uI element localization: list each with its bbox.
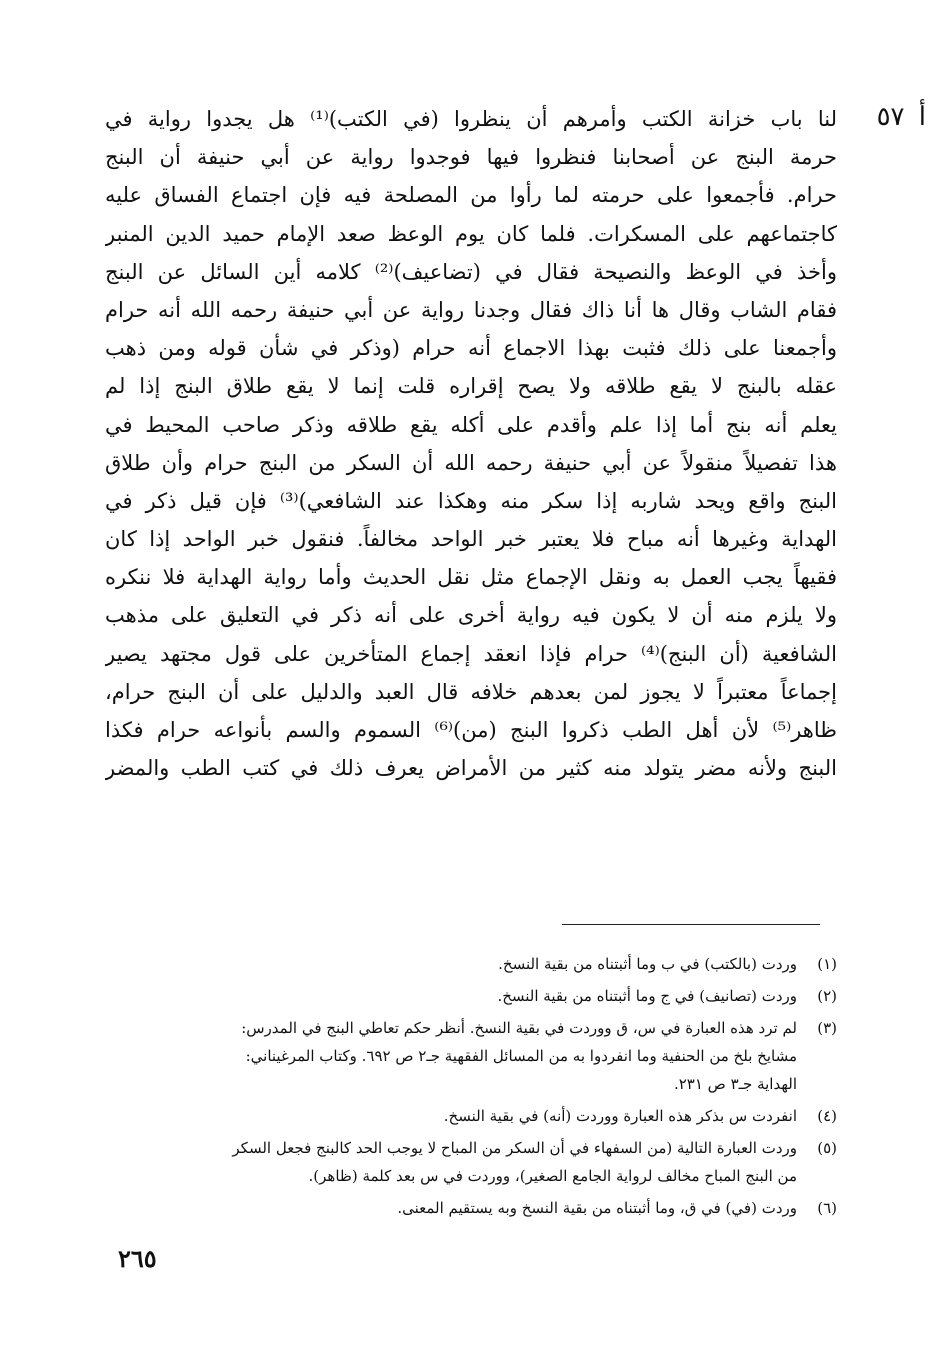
footnote-6: [117, 1194, 837, 1222]
footnote-2: [117, 982, 837, 1010]
footnote-1: [117, 950, 837, 978]
footnote-number: (٦): [817, 1199, 837, 1217]
text-line: فقام الشاب وقال ها أنا ذاك فقال وجدنا رواية عن أبي حنيفة رحمه الله أنه حرام: [105, 297, 837, 322]
margin-note: [877, 100, 926, 134]
text-line: فقيهاً يجب العمل به ونقل الإجماع مثل نقل الحديث وأما رواية الهداية فلا ننكره: [105, 565, 837, 590]
footnote-text: انفردت س بذكر هذه العبارة ووردت (أنه) في بقية النسخ.: [443, 1107, 797, 1125]
footnote-text: من البنج المباح مخالف لرواية الجامع الصغير)، ووردت في س بعد كلمة (ظاهر).: [308, 1167, 797, 1185]
text-line: حرمة البنج عن أصحابنا فنظروا فيها فوجدوا رواية عن أبي حنيفة أن البنج: [105, 145, 837, 170]
footnote-4: [117, 1102, 837, 1130]
footnote-text: وردت العبارة التالية (من السفهاء في أن السكر من المباح لا يوجب الحد كالبنج فجعل السكر: [232, 1139, 797, 1157]
manuscript-marker: أ: [918, 102, 926, 132]
text-line: هذا تفصيلاً منقولاً عن أبي حنيفة رحمه الله أن السكر من البنج حرام وأن طلاق: [105, 450, 837, 475]
footnote-5: [117, 1134, 837, 1190]
footnote-number: (٤): [817, 1107, 837, 1125]
footnote-text: وردت (في) في ق، وما أثبتناه من بقية النسخ وبه يستقيم المعنى.: [397, 1199, 797, 1217]
text-line: إجماعاً معتبراً لا يجوز لمن بعدهم خلافه قال العبد والدليل على أن البنج حرام،: [105, 679, 837, 704]
footnote-text: وردت (بالكتب) في ب وما أثبتناه من بقية النسخ.: [498, 955, 797, 973]
text-line: الشافعية (أن البنج)⁽⁴⁾ حرام فإذا انعقد إجماع المتأخرين على قول مجتهد يصير: [105, 641, 837, 666]
text-line: كاجتماعهم على المسكرات. فلما كان يوم الوعظ صعد الإمام حميد الدين المنبر: [105, 221, 837, 246]
text-line: البنج واقع ويحد شاربه إذا سكر منه وهكذا عند الشافعي)⁽³⁾ فإن قيل ذكر في: [105, 488, 837, 513]
text-line: ظاهر⁽⁵⁾ لأن أهل الطب ذكروا البنج (من)⁽⁶⁾ السموم والسم بأنواعه حرام فكذا: [105, 718, 837, 742]
folio-number: ٥٧: [876, 102, 905, 132]
text-line: البنج ولأنه مضر يتولد منه كثير من الأمراض يعرف ذلك في كتب الطب والمضر: [105, 756, 837, 781]
text-line: وأجمعنا على ذلك فثبت بهذا الاجماع أنه حرام (وذكر في شأن قوله ومن ذهب: [105, 336, 837, 361]
text-line: عقله بالبنج لا يقع طلاقه ولا يصح إقراره قلت إنما لا يقع طلاق البنج إذا لم: [105, 374, 837, 399]
footnote-text: لم ترد هذه العبارة في س، ق ووردت في بقية النسخ. أنظر حكم تعاطي البنج في المدرس:: [241, 1019, 797, 1037]
footnote-number: (٢): [817, 987, 837, 1005]
footnote-text: الهداية جـ٣ ص ٢٣١.: [673, 1075, 797, 1093]
text-line: وأخذ في الوعظ والنصيحة فقال في (تضاعيف)⁽²⁾ كلامه أين السائل عن البنج: [105, 259, 837, 284]
text-line: حرام. فأجمعوا على حرمته لما رأوا من المصلحة فيه فإن اجتماع الفساق عليه: [105, 183, 837, 208]
text-line: يعلم أنه بنج أما إذا علم وأقدم على أكله يقع طلاقه وذكر صاحب المحيط في: [105, 412, 837, 437]
text-line: ولا يلزم منه أن لا يكون فيه رواية أخرى على أنه ذكر في التعليق على مذهب: [105, 603, 837, 628]
main-text: [105, 100, 837, 787]
footnote-text: مشايخ بلخ من الحنفية وما انفردوا به من المسائل الفقهية جـ٢ ص ٦٩٢. وكتاب المرغيناني:: [245, 1047, 797, 1065]
footnote-text: وردت (تصانيف) في ج وما أثبتناه من بقية النسخ.: [497, 987, 797, 1005]
page-number: ٢٦٥: [118, 1244, 157, 1273]
text-line: الهداية وغيرها أنه مباح فلا يعتبر خبر الواحد مخالفاً. فنقول خبر الواحد إذا كان: [105, 527, 837, 552]
footnote-number: (٣): [817, 1019, 837, 1037]
text-line: لنا باب خزانة الكتب وأمرهم أن ينظروا (في الكتب)⁽¹⁾ هل يجدوا رواية في: [105, 107, 837, 131]
footnote-3: [117, 1014, 837, 1098]
footnotes: [117, 950, 837, 1226]
footnote-number: (١): [817, 955, 837, 973]
footnote-divider: [562, 924, 820, 925]
footnote-number: (٥): [817, 1139, 837, 1157]
